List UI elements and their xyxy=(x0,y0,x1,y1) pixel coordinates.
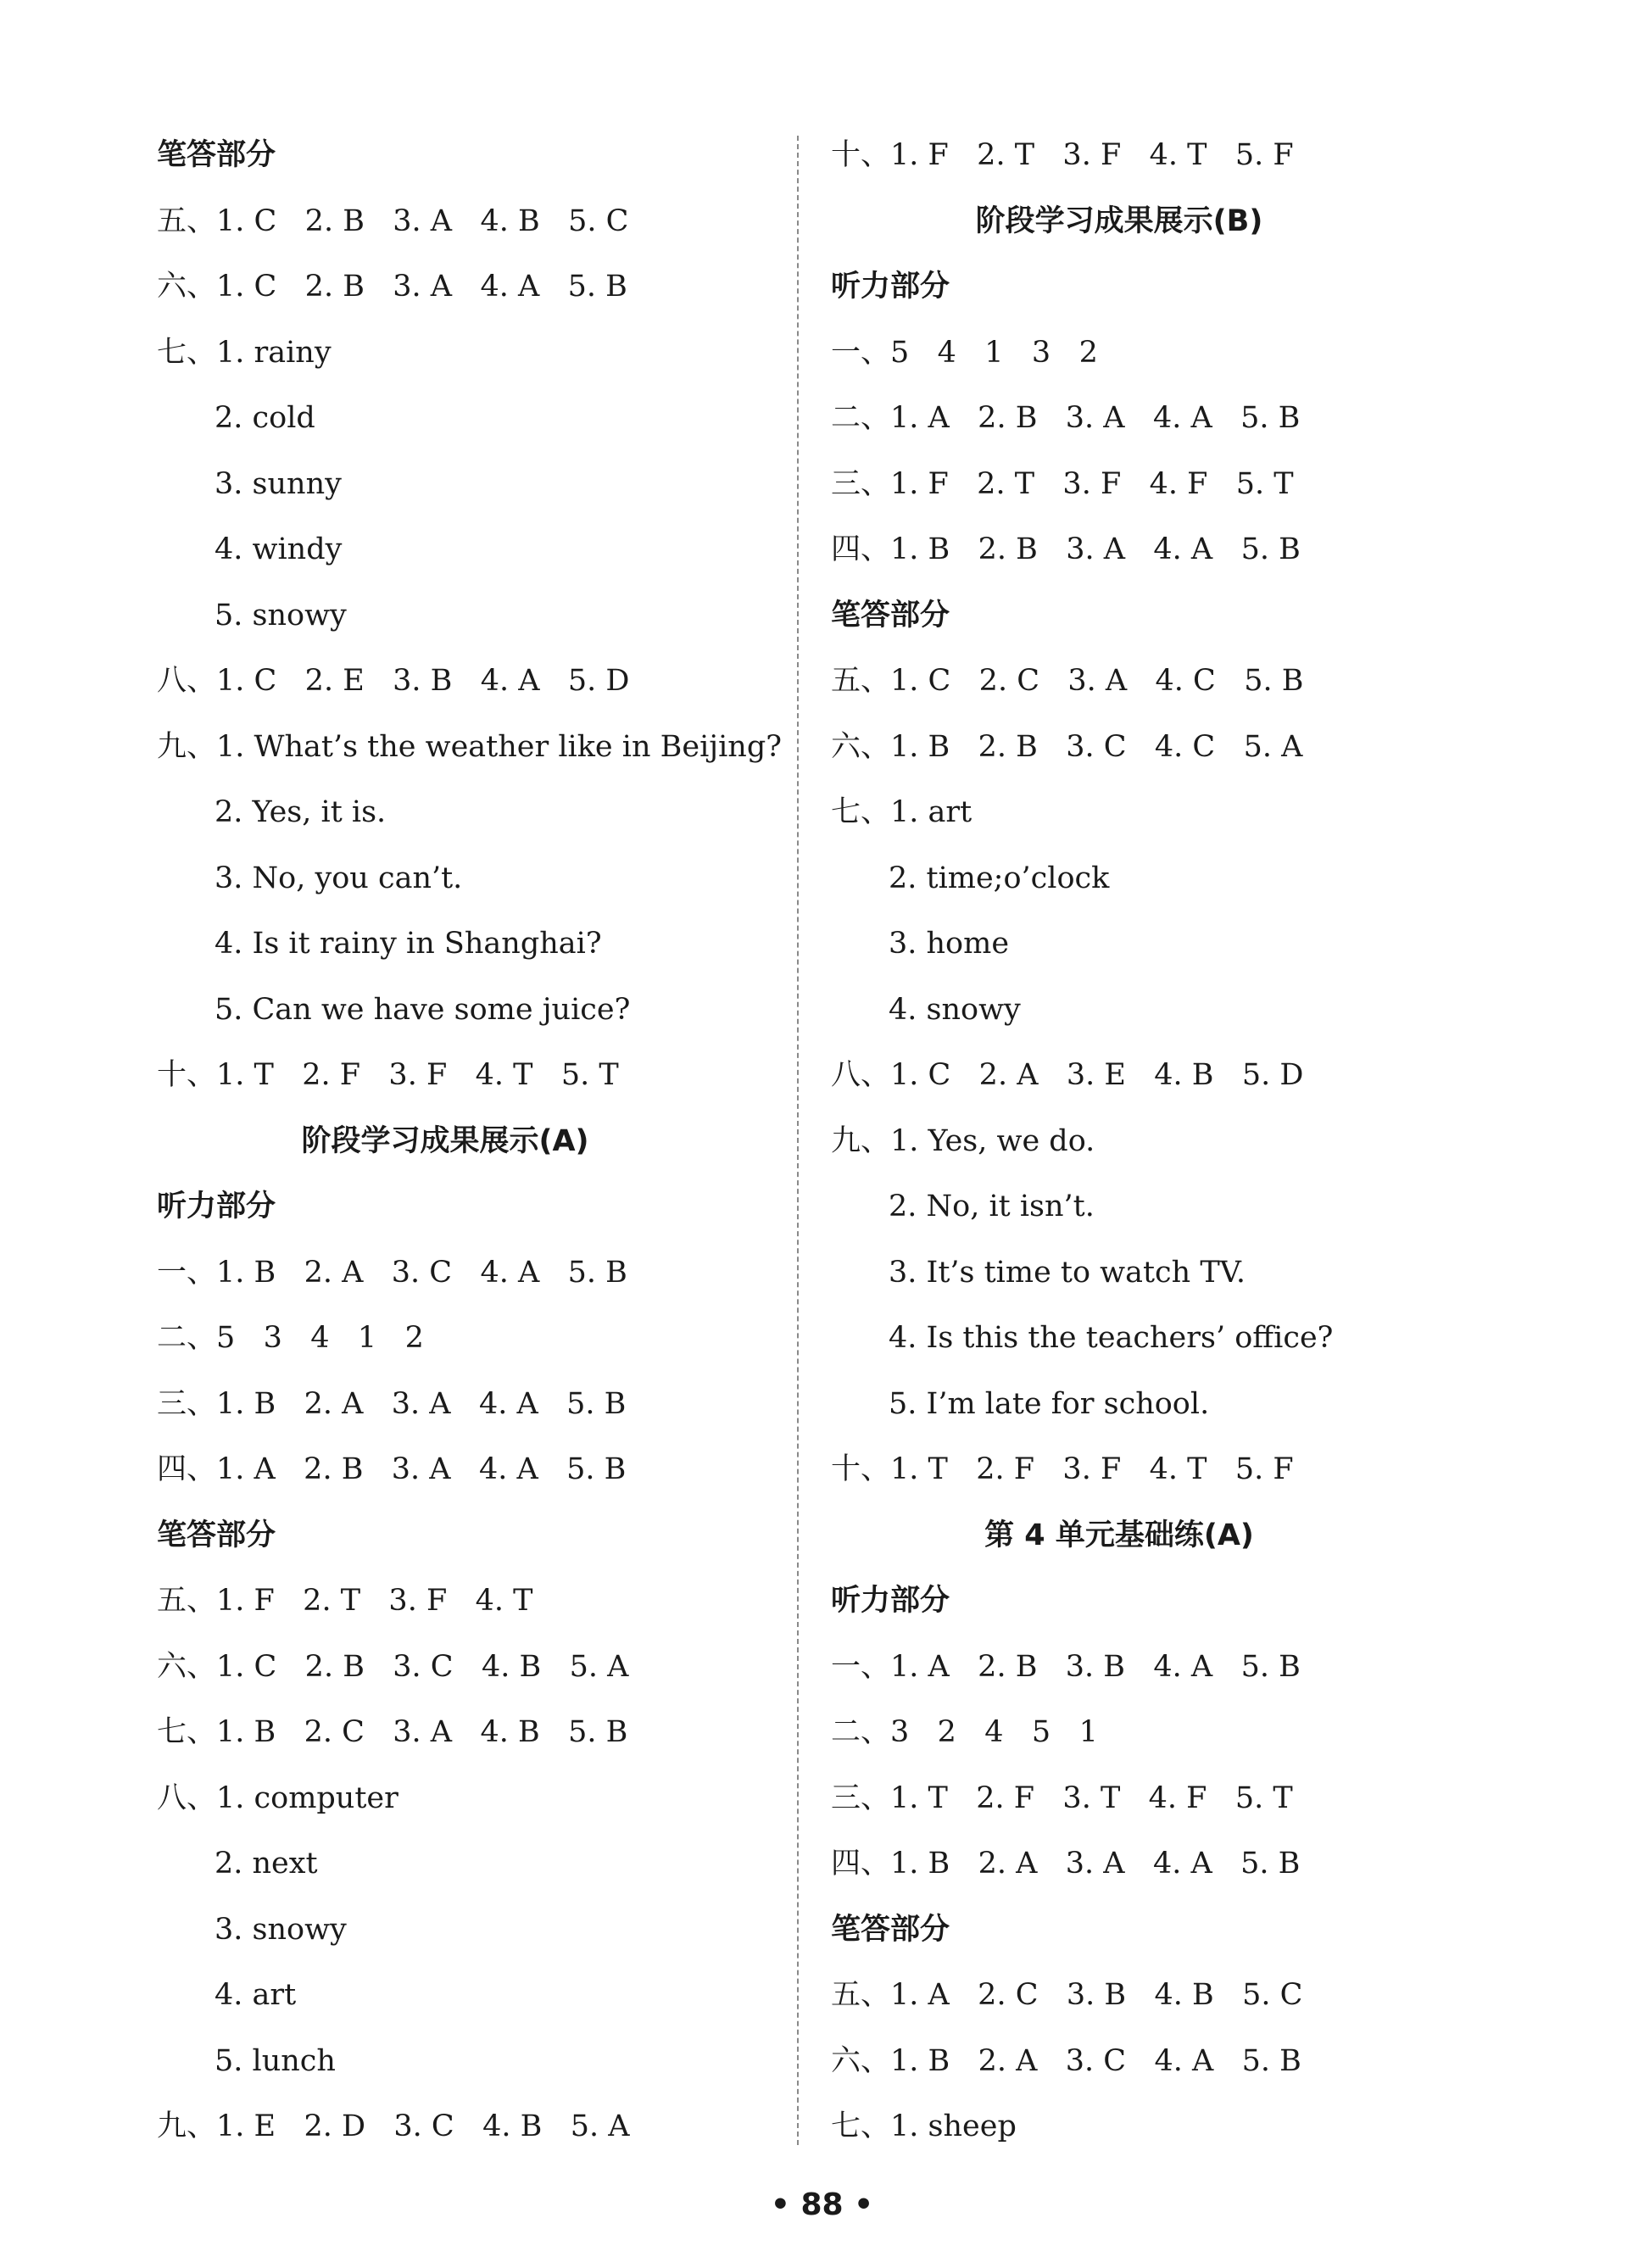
answer-line: 十、1. T 2. F 3. F 4. T 5. F xyxy=(831,1452,1294,1486)
answer-line: 十、1. F 2. T 3. F 4. T 5. F xyxy=(831,138,1294,172)
answer-line: 3. It’s time to watch TV. xyxy=(889,1255,1246,1290)
answer-line: 二、5 3 4 1 2 xyxy=(157,1321,424,1355)
section-heading: 听力部分 xyxy=(831,1584,950,1618)
answer-line: 四、1. B 2. A 3. A 4. A 5. B xyxy=(831,1847,1301,1881)
answer-line: 一、5 4 1 3 2 xyxy=(831,335,1098,370)
answer-line: 七、1. rainy xyxy=(157,335,332,370)
answer-line: 七、1. art xyxy=(831,795,972,829)
answer-line: 3. snowy xyxy=(215,1912,347,1947)
answer-line: 3. sunny xyxy=(215,466,342,501)
answer-line: 5. I’m late for school. xyxy=(889,1386,1210,1421)
unit-title: 阶段学习成果展示(A) xyxy=(301,1123,589,1158)
answer-line: 2. time;o’clock xyxy=(889,861,1110,895)
answer-line: 3. No, you can’t. xyxy=(215,861,463,895)
answer-line: 二、3 2 4 5 1 xyxy=(831,1715,1098,1749)
answer-line: 一、1. A 2. B 3. B 4. A 5. B xyxy=(831,1649,1301,1684)
answer-line: 六、1. C 2. B 3. C 4. B 5. A xyxy=(157,1649,629,1684)
answer-line: 五、1. C 2. C 3. A 4. C 5. B xyxy=(831,664,1304,698)
answer-line: 2. next xyxy=(215,1847,318,1881)
answer-line: 3. home xyxy=(889,927,1010,961)
answer-line: 十、1. T 2. F 3. F 4. T 5. T xyxy=(157,1058,619,1092)
unit-title: 第 4 单元基础练(A) xyxy=(984,1518,1254,1552)
answer-line: 三、1. T 2. F 3. T 4. F 5. T xyxy=(831,1780,1293,1815)
answer-line: 四、1. A 2. B 3. A 4. A 5. B xyxy=(157,1452,627,1486)
answer-line: 七、1. sheep xyxy=(831,2109,1017,2143)
left-column xyxy=(157,125,784,2163)
answer-line: 4. Is it rainy in Shanghai? xyxy=(215,927,602,961)
column-divider xyxy=(797,136,799,2145)
answer-line: 七、1. B 2. C 3. A 4. B 5. B xyxy=(157,1715,628,1749)
right-column xyxy=(831,125,1458,2163)
answer-line: 5. snowy xyxy=(215,598,347,632)
answer-line: 九、1. E 2. D 3. C 4. B 5. A xyxy=(157,2109,630,2143)
section-heading: 笔答部分 xyxy=(831,598,950,632)
answer-line: 四、1. B 2. B 3. A 4. A 5. B xyxy=(831,532,1301,566)
answer-line: 五、1. F 2. T 3. F 4. T xyxy=(157,1584,533,1618)
answer-line: 4. art xyxy=(215,1978,297,2012)
answer-line: 三、1. F 2. T 3. F 4. F 5. T xyxy=(831,466,1294,501)
answer-line: 九、1. What’s the weather like in Beijing? xyxy=(157,729,783,764)
answer-line: 五、1. A 2. C 3. B 4. B 5. C xyxy=(831,1978,1303,2012)
answer-line: 九、1. Yes, we do. xyxy=(831,1123,1095,1158)
section-heading: 笔答部分 xyxy=(157,1518,276,1552)
page-number: • 88 • xyxy=(770,2187,874,2222)
answer-line: 2. cold xyxy=(215,401,315,435)
answer-line: 八、1. C 2. E 3. B 4. A 5. D xyxy=(157,664,630,698)
section-heading: 听力部分 xyxy=(157,1190,276,1223)
answer-line: 5. Can we have some juice? xyxy=(215,992,631,1027)
section-heading: 笔答部分 xyxy=(831,1912,950,1947)
answer-line: 二、1. A 2. B 3. A 4. A 5. B xyxy=(831,401,1301,435)
section-heading: 笔答部分 xyxy=(157,138,276,172)
answer-line: 5. lunch xyxy=(215,2043,336,2078)
answer-line: 2. Yes, it is. xyxy=(215,795,387,829)
answer-line: 4. Is this the teachers’ office? xyxy=(889,1321,1334,1355)
answer-line: 六、1. B 2. B 3. C 4. C 5. A xyxy=(831,729,1303,764)
answer-line: 八、1. C 2. A 3. E 4. B 5. D xyxy=(831,1058,1304,1092)
answer-line: 4. snowy xyxy=(889,992,1021,1027)
answer-line: 五、1. C 2. B 3. A 4. B 5. C xyxy=(157,203,629,238)
answer-line: 三、1. B 2. A 3. A 4. A 5. B xyxy=(157,1386,627,1421)
answer-line: 2. No, it isn’t. xyxy=(889,1190,1095,1223)
answer-line: 4. windy xyxy=(215,532,343,566)
answer-line: 八、1. computer xyxy=(157,1780,398,1815)
section-heading: 听力部分 xyxy=(831,270,950,304)
unit-title: 阶段学习成果展示(B) xyxy=(975,203,1263,238)
answer-line: 六、1. B 2. A 3. C 4. A 5. B xyxy=(831,2043,1301,2078)
answer-line: 六、1. C 2. B 3. A 4. A 5. B xyxy=(157,270,627,304)
answer-line: 一、1. B 2. A 3. C 4. A 5. B xyxy=(157,1255,627,1290)
